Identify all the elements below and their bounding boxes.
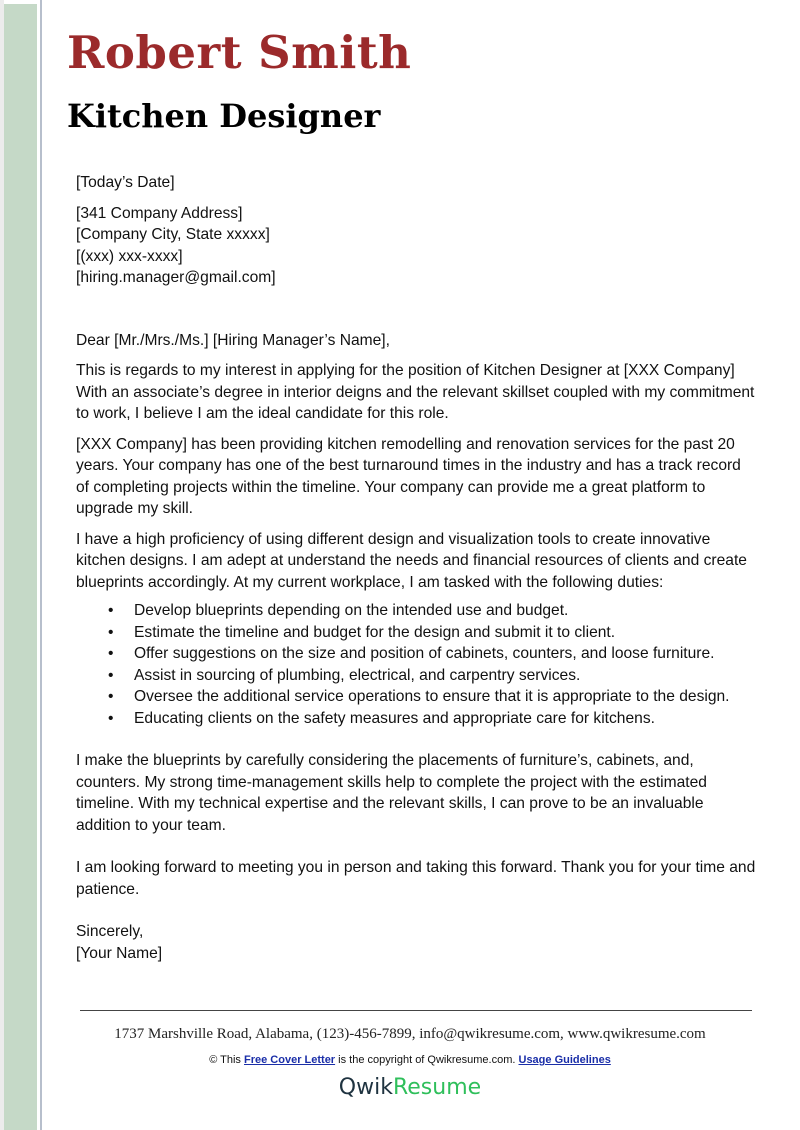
paragraph-company: [XXX Company] has been providing kitchen remodelling and renovation services for the past 20 years. Your company has one of the best turnaround times in the industry and has a track record of completing projects within the timeline. Your company can provide me a great platform to upgrade my skill. [76,435,741,517]
duty-text: Educating clients on the safety measures and appropriate care for kitchens. [134,709,655,727]
bullet-icon: • [108,709,114,727]
address-line: [341 Company Address] [76,204,243,222]
job-title: Kitchen Designer [67,97,381,135]
bullet-icon: • [108,645,114,662]
address-line: [(xxx) xxx-xxxx] [76,247,183,265]
logo-resume: Resume [392,1075,482,1100]
bullet-icon: • [108,666,114,684]
qwikresume-logo [0,1075,800,1100]
address-line: [Company City, State xxxxx] [76,226,270,243]
decorative-side-line [40,0,42,1130]
duty-text: Assist in sourcing of plumbing, electrical, and carpentry services. [134,666,581,684]
duty-item [76,622,756,644]
footer-address: 1737 Marshville Road, Alabama, (123)-456-7899, info@qwikresume.com, www.qwikresume.com [114,1026,706,1042]
duty-item [76,600,756,622]
paragraph-blueprints: I make the blueprints by carefully considering the placements of furniture’s, cabinets, and, counters. My strong time-management skills help to complete the project with the estimated timeline. With my technical expertise and the relevant skills, I can prove to be an invaluable addition to your team. [76,752,707,834]
copyright-notice [0,1054,800,1066]
duty-text: Offer suggestions on the size and position of cabinets, counters, and loose furniture. [134,645,715,662]
free-cover-letter-link[interactable]: Free Cover Letter [244,1054,336,1066]
bullet-icon: • [108,688,114,705]
paragraph-skills: I have a high proficiency of using different design and visualization tools to create innovative kitchen designs. I am adept at understand the needs and financial resources of clients and create blueprints accordingly. At my current workplace, I am tasked with the following duties: [76,530,747,591]
duty-text: Develop blueprints depending on the intended use and budget. [134,602,569,619]
copyright-prefix: © This [209,1054,244,1066]
usage-guidelines-link[interactable]: Usage Guidelines [518,1054,611,1066]
duties-list [76,600,756,729]
letter-body [76,172,756,964]
applicant-name: Robert Smith [67,26,412,79]
decorative-side-bar [4,4,37,1130]
sign-off: Sincerely, [76,923,144,940]
duty-item [76,686,756,708]
duty-text: Oversee the additional service operations to ensure that it is appropriate to the design. [134,688,730,705]
copyright-middle: is the copyright of Qwikresume.com. [335,1054,519,1066]
recipient-address [76,203,756,289]
letter-date: [Today’s Date] [76,174,175,191]
paragraph-intro: This is regards to my interest in applying for the position of Kitchen Designer at [XXX Company] With an associate’s degree in interior deigns and the relevant skillset coupled with my commitment to work, I believe I am the ideal candidate for this role. [76,362,755,422]
duty-item [76,665,756,687]
address-line: [hiring.manager@gmail.com] [76,269,276,286]
footer-divider [80,1010,752,1011]
duty-item [76,708,756,730]
paragraph-thanks: I am looking forward to meeting you in person and taking this forward. Thank you for your time and patience. [76,859,756,898]
duty-text: Estimate the timeline and budget for the design and submit it to client. [134,623,616,641]
salutation: Dear [Mr./Mrs./Ms.] [Hiring Manager’s Name], [76,331,390,349]
duty-item [76,643,756,665]
bullet-icon: • [108,623,114,641]
logo-qwik: Qwik [338,1075,393,1100]
bullet-icon: • [108,602,114,619]
signature: [Your Name] [76,944,163,962]
